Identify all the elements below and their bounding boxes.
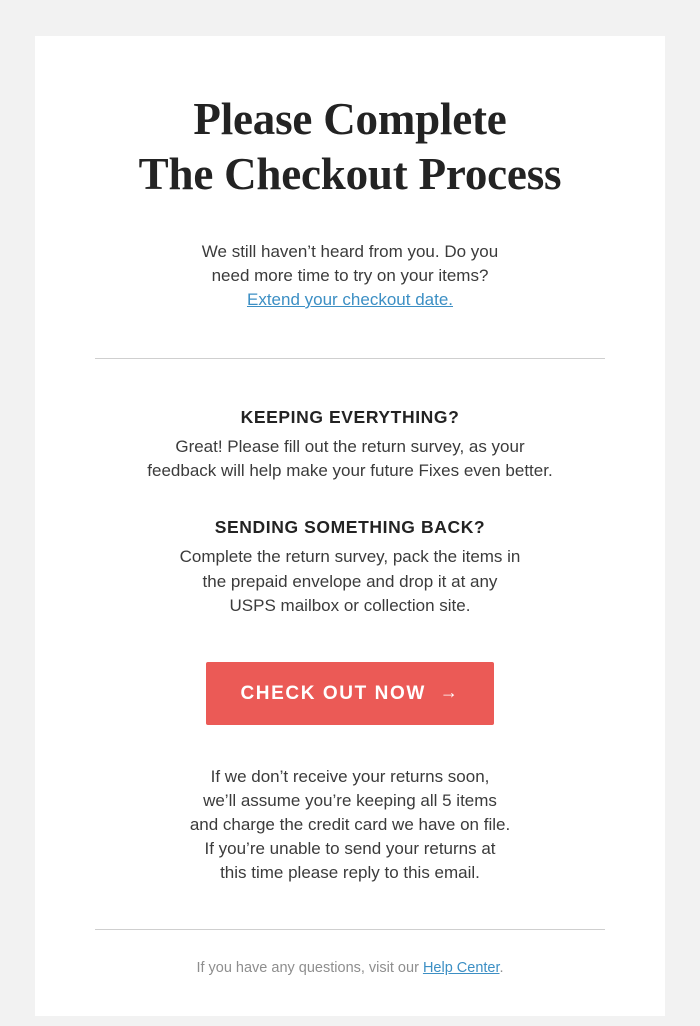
fineprint-text — [95, 765, 605, 886]
page-title-line-1: Please Complete — [193, 94, 507, 144]
divider-bottom — [95, 929, 605, 930]
help-center-link[interactable]: Help Center — [422, 960, 500, 977]
fineprint-line: If you’re unable to send your returns at — [204, 839, 496, 859]
section-body-sending-something-back — [95, 545, 605, 617]
check-out-now-button-label: CHECK OUT NOW — [240, 682, 426, 704]
section-title-keeping-everything: KEEPING EVERYTHING? — [240, 407, 460, 428]
section-body-line: Complete the return survey, pack the items in — [179, 547, 521, 567]
footer-text-after: . — [499, 960, 504, 977]
divider-top — [95, 358, 605, 359]
fineprint-line: and charge the credit card we have on file. — [189, 815, 511, 835]
extend-checkout-date-link[interactable]: Extend your checkout date. — [246, 290, 454, 310]
check-out-now-button[interactable] — [206, 662, 493, 725]
intro-line-2: need more time to try on your items? — [211, 265, 489, 285]
section-keeping-everything — [95, 407, 605, 483]
intro-line-1: We still haven’t heard from you. Do you — [201, 241, 499, 261]
section-title-sending-something-back: SENDING SOMETHING BACK? — [214, 517, 486, 538]
section-body-line: feedback will help make your future Fixes even better. — [147, 461, 553, 481]
section-sending-something-back — [95, 517, 605, 617]
fineprint-line: this time please reply to this email. — [220, 863, 480, 883]
arrow-right-icon: → — [439, 682, 460, 703]
section-body-line: Great! Please fill out the return survey, as your — [175, 437, 525, 457]
intro-text — [95, 240, 605, 312]
section-body-line: USPS mailbox or collection site. — [229, 595, 471, 615]
cta-row — [95, 662, 605, 725]
section-body-keeping-everything — [95, 435, 605, 483]
page-title — [95, 92, 605, 202]
fineprint-line: If we don’t receive your returns soon, — [210, 766, 490, 786]
footer-text-before: If you have any questions, visit our — [196, 960, 423, 977]
footer-text — [95, 960, 605, 976]
fineprint-line: we’ll assume you’re keeping all 5 items — [203, 790, 497, 810]
section-body-line: the prepaid envelope and drop it at any — [202, 571, 498, 591]
email-card — [35, 36, 665, 1016]
page-title-line-2: The Checkout Process — [138, 148, 562, 199]
